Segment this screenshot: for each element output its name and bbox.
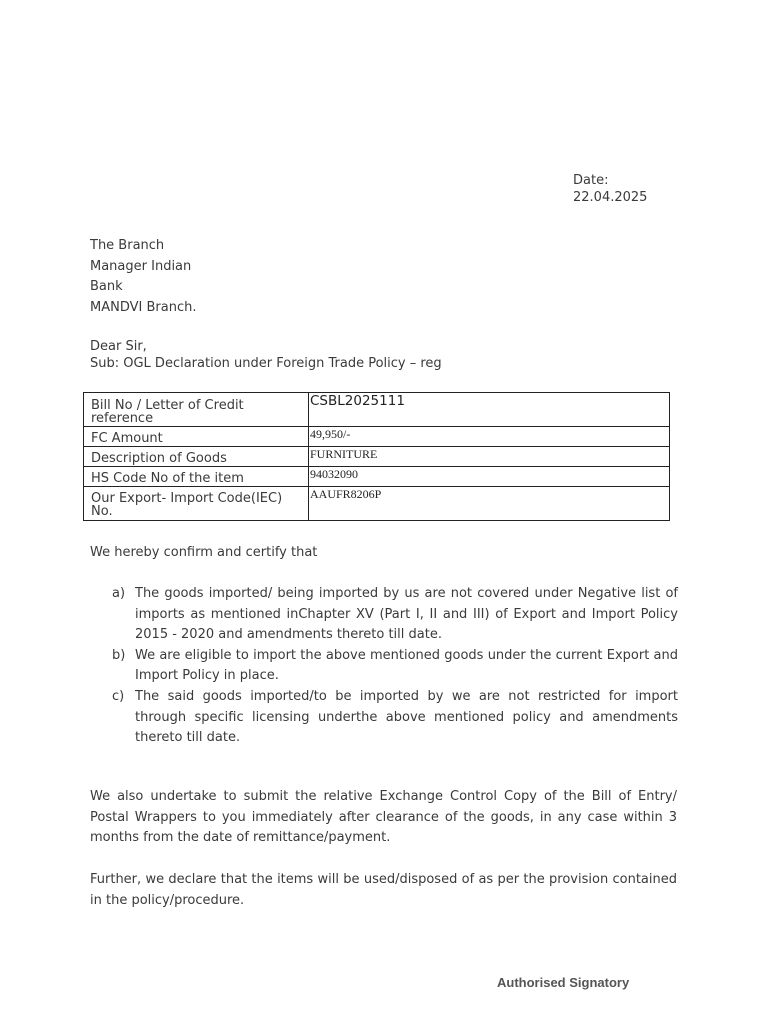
table-row [84, 427, 670, 447]
list-item [112, 687, 678, 749]
table-value: 94032090 [309, 467, 670, 487]
table-row [84, 467, 670, 487]
list-item [112, 646, 678, 687]
table-value: CSBL2025111 [309, 393, 670, 427]
table-label: HS Code No of the item [84, 467, 309, 487]
address-line: The Branch [90, 238, 165, 253]
list-text: The goods imported/ being imported by us are not covered under Negative list of imports as mentioned inChapter XV (Part I, II and III) of Export and Import Policy 2015 - 2020 and amendments thereto till date. [135, 586, 678, 643]
salutation-block [90, 339, 442, 372]
list-marker: b) [112, 647, 126, 663]
table-row [84, 393, 670, 427]
salutation: Dear Sir, [90, 339, 147, 354]
list-text: The said goods imported/to be imported by we are not restricted for import through specific licensing underthe above mentioned policy and amendments thereto till date. [135, 688, 678, 746]
table-value: 49,950/- [309, 427, 670, 447]
recipient-address [90, 236, 196, 318]
date-value: 22.04.2025 [573, 190, 648, 205]
undertaking-paragraph: We also undertake to submit the relative Exchange Control Copy of the Bill of Entry/ Postal Wrappers to you immediately after clearance of the goods, in any case within 3 months from the date of remittance/payment. [90, 789, 677, 846]
intro-text: We hereby confirm and certify that [90, 545, 318, 560]
address-line: Bank [90, 279, 123, 294]
list-marker: a) [112, 586, 126, 601]
certification-list [112, 584, 678, 749]
declaration-table [83, 392, 670, 521]
date-block [573, 172, 647, 206]
table-label-line: reference [91, 411, 154, 426]
address-line: MANDVI Branch. [90, 299, 197, 315]
table-value: FURNITURE [309, 447, 670, 467]
list-marker: c) [112, 688, 125, 704]
table-value: AAUFR8206P [309, 487, 670, 521]
table-label-line: Our Export- Import Code(IEC) [91, 491, 283, 506]
declaration-paragraph: Further, we declare that the items will be used/disposed of as per the provision contained in the policy/procedure. [90, 872, 677, 908]
list-text: We are eligible to import the above mentioned goods under the current Export and Import Policy in place. [135, 647, 678, 684]
date-label: Date: [573, 173, 609, 188]
table-label: FC Amount [84, 427, 309, 447]
table-label [84, 393, 309, 427]
table-label-line: Bill No / Letter of Credit [91, 398, 244, 413]
signatory-label: Authorised Signatory [497, 975, 630, 990]
list-item [112, 584, 678, 646]
subject-line: Sub: OGL Declaration under Foreign Trade Policy – reg [90, 355, 442, 371]
table-row [84, 487, 670, 521]
table-row [84, 447, 670, 467]
table-label-line: No. [91, 504, 113, 519]
address-line: Manager Indian [90, 258, 192, 274]
table-label [84, 487, 309, 521]
table-label: Description of Goods [84, 447, 309, 467]
